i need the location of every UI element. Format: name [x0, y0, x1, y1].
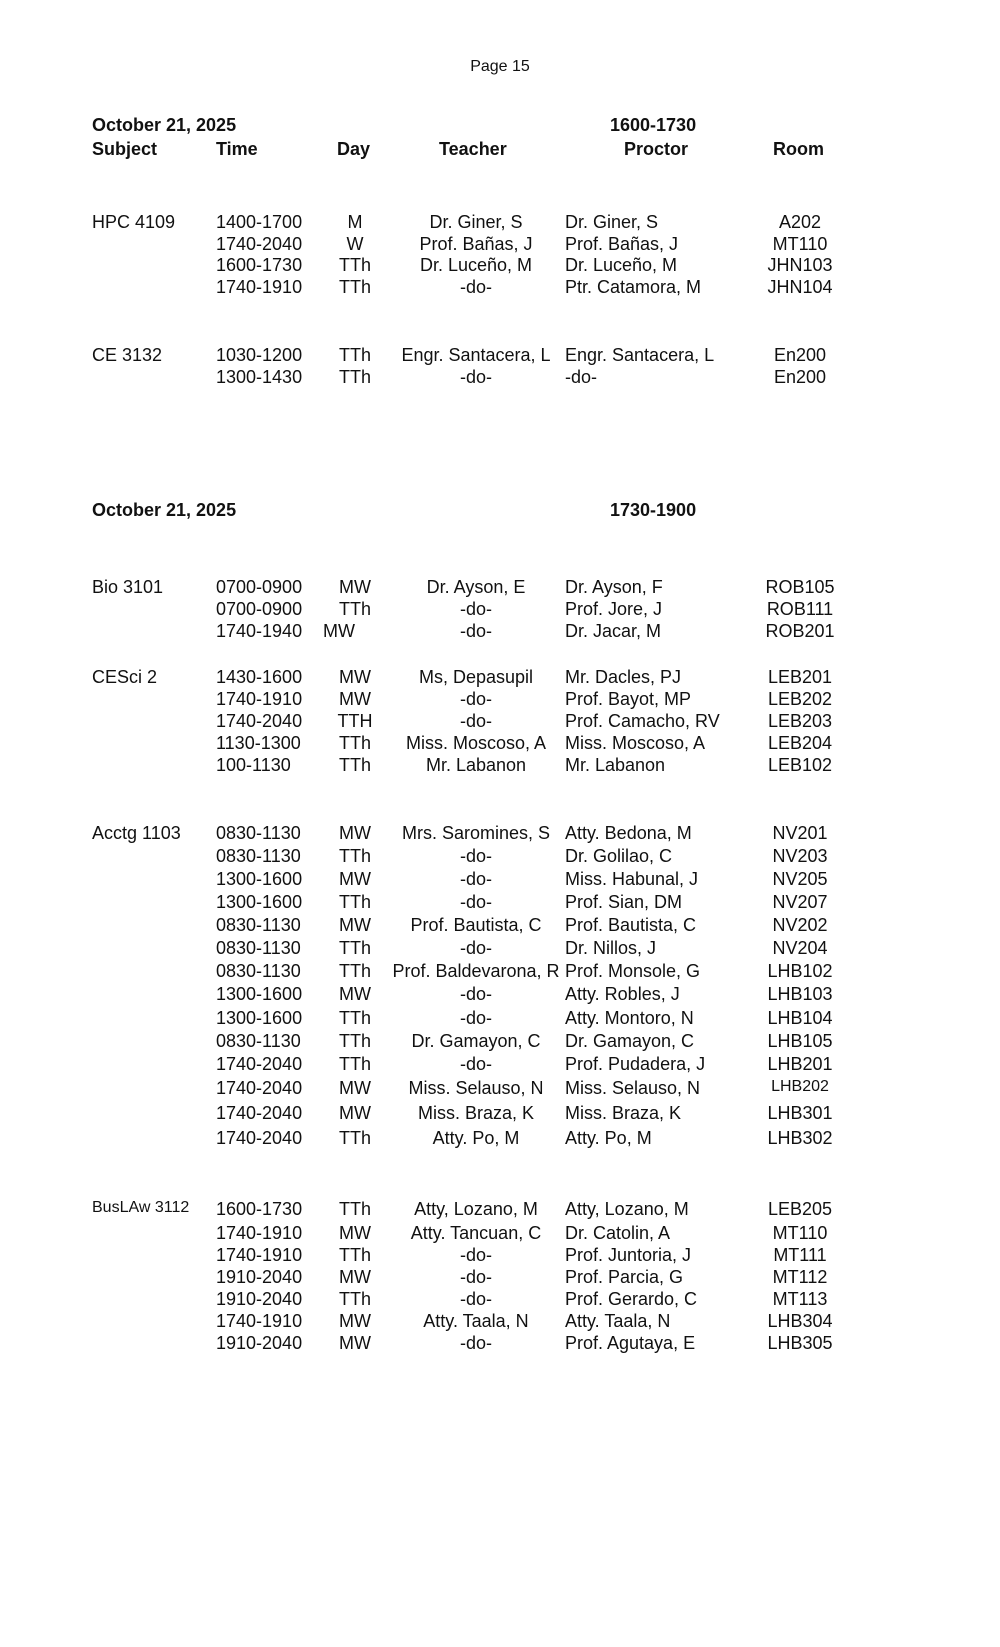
day-cell: MW	[339, 1311, 371, 1331]
room-cell: MT112	[772, 1267, 828, 1287]
room-cell: LEB102	[767, 755, 833, 775]
table-row	[0, 577, 1000, 599]
time-cell: 1910-2040	[216, 1267, 303, 1287]
section-2-time-slot: 1730-1900	[610, 500, 697, 520]
time-cell: 0830-1130	[216, 823, 301, 843]
room-cell: NV204	[772, 938, 828, 958]
day-cell: MW	[339, 667, 371, 687]
day-cell: TTH	[337, 711, 373, 731]
day-cell: MW	[339, 1078, 371, 1098]
table-row	[0, 733, 1000, 755]
subject-cell: Acctg 1103	[92, 823, 181, 843]
time-cell: 1910-2040	[216, 1289, 303, 1309]
time-cell: 1910-2040	[216, 1333, 303, 1353]
table-row	[0, 599, 1000, 621]
table-row	[0, 869, 1000, 891]
room-cell: En200	[773, 345, 827, 365]
table-row	[0, 1267, 1000, 1289]
proctor-cell: Atty, Lozano, M	[565, 1199, 689, 1219]
teacher-cell: -do-	[459, 711, 492, 731]
teacher-cell: -do-	[459, 1008, 492, 1028]
time-cell: 1740-2040	[216, 1103, 303, 1123]
room-cell: LHB304	[767, 1311, 833, 1331]
time-cell: 1740-1910	[216, 1245, 303, 1265]
teacher-cell: Atty. Taala, N	[423, 1311, 529, 1331]
proctor-cell: Atty. Montoro, N	[565, 1008, 694, 1028]
proctor-cell: Dr. Jacar, M	[565, 621, 662, 641]
teacher-cell: -do-	[459, 277, 492, 297]
day-cell: TTh	[338, 846, 371, 866]
proctor-cell: Prof. Agutaya, E	[565, 1333, 696, 1353]
day-cell: TTh	[338, 892, 371, 912]
column-header-room: Room	[773, 139, 824, 159]
room-cell: LHB301	[767, 1103, 833, 1123]
table-row	[0, 1128, 1000, 1150]
table-row	[0, 755, 1000, 777]
room-cell: A202	[778, 212, 822, 232]
proctor-cell: Miss. Moscoso, A	[565, 733, 706, 753]
room-cell: LEB205	[767, 1199, 833, 1219]
day-cell: MW	[339, 689, 371, 709]
time-cell: 1740-1910	[216, 1311, 303, 1331]
time-cell: 1740-2040	[216, 1054, 303, 1074]
teacher-cell: Dr. Luceño, M	[419, 255, 533, 275]
day-cell: MW	[339, 1103, 371, 1123]
table-row	[0, 667, 1000, 689]
day-cell: TTh	[338, 1054, 371, 1074]
day-cell: MW	[339, 1223, 371, 1243]
proctor-cell: -do-	[565, 367, 598, 387]
time-cell: 0830-1130	[216, 1031, 301, 1051]
room-cell: LHB201	[767, 1054, 833, 1074]
time-cell: 0700-0900	[216, 577, 303, 597]
teacher-cell: Dr. Gamayon, C	[411, 1031, 541, 1051]
teacher-cell: -do-	[459, 984, 492, 1004]
column-header-subject: Subject	[92, 139, 158, 159]
room-cell: MT113	[772, 1289, 828, 1309]
day-cell: MW	[339, 1267, 371, 1287]
room-cell: LEB202	[767, 689, 833, 709]
room-cell: ROB201	[765, 621, 835, 641]
teacher-cell: -do-	[459, 1054, 492, 1074]
time-cell: 1400-1700	[216, 212, 303, 232]
room-cell: NV202	[772, 915, 828, 935]
proctor-cell: Dr. Nillos, J	[565, 938, 657, 958]
table-row	[0, 846, 1000, 868]
column-header-time: Time	[216, 139, 258, 159]
room-cell: NV203	[772, 846, 828, 866]
table-row	[0, 984, 1000, 1006]
time-cell: 1300-1600	[216, 869, 303, 889]
table-row	[0, 1223, 1000, 1245]
room-cell: ROB111	[766, 599, 834, 619]
day-cell: MW	[323, 621, 355, 641]
column-header-day: Day	[337, 139, 371, 159]
column-header-teacher: Teacher	[439, 139, 507, 159]
table-row	[0, 1245, 1000, 1267]
subject-cell: HPC 4109	[92, 212, 176, 232]
proctor-cell: Prof. Bañas, J	[565, 234, 679, 254]
proctor-cell: Dr. Ayson, F	[565, 577, 663, 597]
room-cell: MT110	[772, 1223, 828, 1243]
page-number: Page 15	[470, 58, 530, 75]
column-header-proctor: Proctor	[624, 139, 689, 159]
room-cell: NV205	[772, 869, 828, 889]
day-cell: TTh	[338, 938, 371, 958]
proctor-cell: Atty. Po, M	[565, 1128, 652, 1148]
table-row	[0, 961, 1000, 983]
proctor-cell: Prof. Jore, J	[565, 599, 663, 619]
day-cell: W	[346, 234, 364, 254]
day-cell: TTh	[338, 1008, 371, 1028]
teacher-cell: Miss. Braza, K	[417, 1103, 535, 1123]
room-cell: LHB104	[767, 1008, 833, 1028]
proctor-cell: Prof. Camacho, RV	[565, 711, 720, 731]
time-cell: 1740-1940	[216, 621, 303, 641]
time-cell: 1740-1910	[216, 1223, 303, 1243]
teacher-cell: Prof. Bautista, C	[410, 915, 542, 935]
teacher-cell: -do-	[459, 367, 492, 387]
section-1-time-slot: 1600-1730	[610, 115, 697, 135]
teacher-cell: -do-	[459, 938, 492, 958]
teacher-cell: -do-	[459, 621, 492, 641]
room-cell: NV207	[772, 892, 828, 912]
day-cell: TTh	[338, 961, 371, 981]
teacher-cell: -do-	[459, 846, 492, 866]
day-cell: TTh	[338, 1128, 371, 1148]
table-row	[0, 621, 1000, 643]
proctor-cell: Miss. Selauso, N	[565, 1078, 701, 1098]
time-cell: 100-1130	[216, 755, 291, 775]
time-cell: 0830-1130	[216, 915, 301, 935]
room-cell: LHB103	[767, 984, 833, 1004]
time-cell: 1740-2040	[216, 234, 303, 254]
teacher-cell: -do-	[459, 1245, 492, 1265]
day-cell: TTh	[338, 1199, 371, 1219]
teacher-cell: Prof. Bañas, J	[419, 234, 533, 254]
table-row	[0, 689, 1000, 711]
proctor-cell: Atty. Bedona, M	[565, 823, 692, 843]
teacher-cell: Prof. Baldevarona, R	[392, 961, 560, 981]
day-cell: MW	[339, 869, 371, 889]
teacher-cell: Ms, Depasupil	[418, 667, 534, 687]
table-row	[0, 892, 1000, 914]
day-cell: TTh	[338, 277, 371, 297]
table-row	[0, 938, 1000, 960]
room-cell: MT111	[773, 1245, 827, 1265]
time-cell: 1300-1600	[216, 892, 303, 912]
table-row	[0, 255, 1000, 277]
proctor-cell: Prof. Monsole, G	[565, 961, 701, 981]
room-cell: LEB203	[767, 711, 833, 731]
table-row	[0, 1078, 1000, 1100]
proctor-cell: Mr. Dacles, PJ	[565, 667, 682, 687]
room-cell: LHB105	[767, 1031, 833, 1051]
time-cell: 1430-1600	[216, 667, 303, 687]
time-cell: 1300-1600	[216, 984, 303, 1004]
day-cell: TTh	[338, 367, 371, 387]
table-row	[0, 212, 1000, 234]
proctor-cell: Dr. Giner, S	[565, 212, 659, 232]
day-cell: MW	[339, 823, 371, 843]
table-row	[0, 345, 1000, 367]
time-cell: 1300-1430	[216, 367, 303, 387]
day-cell: TTh	[338, 345, 371, 365]
table-row	[0, 1289, 1000, 1311]
proctor-cell: Engr. Santacera, L	[565, 345, 715, 365]
room-cell: JHN104	[767, 277, 833, 297]
teacher-cell: Engr. Santacera, L	[401, 345, 551, 365]
room-cell: JHN103	[767, 255, 833, 275]
teacher-cell: -do-	[459, 869, 492, 889]
proctor-cell: Prof. Bayot, MP	[565, 689, 692, 709]
table-row	[0, 234, 1000, 256]
room-cell: MT110	[772, 234, 828, 254]
teacher-cell: Atty. Tancuan, C	[410, 1223, 542, 1243]
time-cell: 1740-2040	[216, 711, 303, 731]
teacher-cell: Atty, Lozano, M	[414, 1199, 538, 1219]
subject-cell: BusLAw 3112	[92, 1199, 190, 1216]
teacher-cell: Miss. Moscoso, A	[405, 733, 547, 753]
room-cell: LHB202	[771, 1078, 829, 1095]
teacher-cell: -do-	[459, 599, 492, 619]
section-1-date: October 21, 2025	[92, 115, 237, 135]
room-cell: En200	[773, 367, 827, 387]
proctor-cell: Prof. Bautista, C	[565, 915, 697, 935]
proctor-cell: Dr. Golilao, C	[565, 846, 673, 866]
table-row	[0, 367, 1000, 389]
time-cell: 1740-1910	[216, 689, 303, 709]
time-cell: 0830-1130	[216, 938, 301, 958]
room-cell: LEB204	[767, 733, 833, 753]
teacher-cell: Mr. Labanon	[425, 755, 527, 775]
teacher-cell: -do-	[459, 1333, 492, 1353]
proctor-cell: Prof. Parcia, G	[565, 1267, 684, 1287]
time-cell: 1740-1910	[216, 277, 303, 297]
proctor-cell: Miss. Braza, K	[565, 1103, 682, 1123]
time-cell: 0700-0900	[216, 599, 303, 619]
proctor-cell: Dr. Catolin, A	[565, 1223, 671, 1243]
day-cell: TTh	[338, 599, 371, 619]
teacher-cell: Atty. Po, M	[432, 1128, 520, 1148]
table-row	[0, 1103, 1000, 1125]
time-cell: 1600-1730	[216, 1199, 303, 1219]
table-row	[0, 1311, 1000, 1333]
teacher-cell: Miss. Selauso, N	[408, 1078, 544, 1098]
proctor-cell: Miss. Habunal, J	[565, 869, 699, 889]
room-cell: LHB102	[767, 961, 833, 981]
time-cell: 1130-1300	[216, 733, 301, 753]
day-cell: M	[347, 212, 363, 232]
table-row	[0, 711, 1000, 733]
proctor-cell: Prof. Juntoria, J	[565, 1245, 692, 1265]
day-cell: MW	[339, 984, 371, 1004]
teacher-cell: Dr. Giner, S	[429, 212, 523, 232]
table-row	[0, 1333, 1000, 1355]
teacher-cell: Mrs. Saromines, S	[401, 823, 551, 843]
proctor-cell: Prof. Gerardo, C	[565, 1289, 698, 1309]
day-cell: MW	[339, 1333, 371, 1353]
time-cell: 1740-2040	[216, 1078, 303, 1098]
time-cell: 1740-2040	[216, 1128, 303, 1148]
room-cell: LEB201	[767, 667, 833, 687]
subject-cell: Bio 3101	[92, 577, 164, 597]
proctor-cell: Ptr. Catamora, M	[565, 277, 702, 297]
day-cell: MW	[339, 577, 371, 597]
table-row	[0, 1008, 1000, 1030]
day-cell: TTh	[338, 755, 371, 775]
table-row	[0, 1054, 1000, 1076]
proctor-cell: Prof. Pudadera, J	[565, 1054, 706, 1074]
teacher-cell: -do-	[459, 892, 492, 912]
day-cell: TTh	[338, 733, 371, 753]
subject-cell: CESci 2	[92, 667, 158, 687]
table-row	[0, 1199, 1000, 1221]
room-cell: ROB105	[765, 577, 835, 597]
day-cell: TTh	[338, 1031, 371, 1051]
proctor-cell: Atty. Robles, J	[565, 984, 680, 1004]
proctor-cell: Prof. Sian, DM	[565, 892, 683, 912]
time-cell: 0830-1130	[216, 846, 301, 866]
time-cell: 1600-1730	[216, 255, 303, 275]
proctor-cell: Atty. Taala, N	[565, 1311, 671, 1331]
time-cell: 0830-1130	[216, 961, 301, 981]
room-cell: LHB302	[767, 1128, 833, 1148]
day-cell: TTh	[338, 1245, 371, 1265]
day-cell: MW	[339, 915, 371, 935]
section-2-date: October 21, 2025	[92, 500, 237, 520]
table-row	[0, 823, 1000, 845]
table-row	[0, 915, 1000, 937]
time-cell: 1300-1600	[216, 1008, 303, 1028]
teacher-cell: -do-	[459, 1267, 492, 1287]
teacher-cell: -do-	[459, 1289, 492, 1309]
day-cell: TTh	[338, 255, 371, 275]
proctor-cell: Dr. Luceño, M	[565, 255, 678, 275]
teacher-cell: Dr. Ayson, E	[426, 577, 526, 597]
teacher-cell: -do-	[459, 689, 492, 709]
table-row	[0, 1031, 1000, 1053]
room-cell: NV201	[772, 823, 828, 843]
room-cell: LHB305	[767, 1333, 833, 1353]
proctor-cell: Dr. Gamayon, C	[565, 1031, 695, 1051]
time-cell: 1030-1200	[216, 345, 303, 365]
table-row	[0, 277, 1000, 299]
proctor-cell: Mr. Labanon	[565, 755, 666, 775]
day-cell: TTh	[338, 1289, 371, 1309]
subject-cell: CE 3132	[92, 345, 163, 365]
